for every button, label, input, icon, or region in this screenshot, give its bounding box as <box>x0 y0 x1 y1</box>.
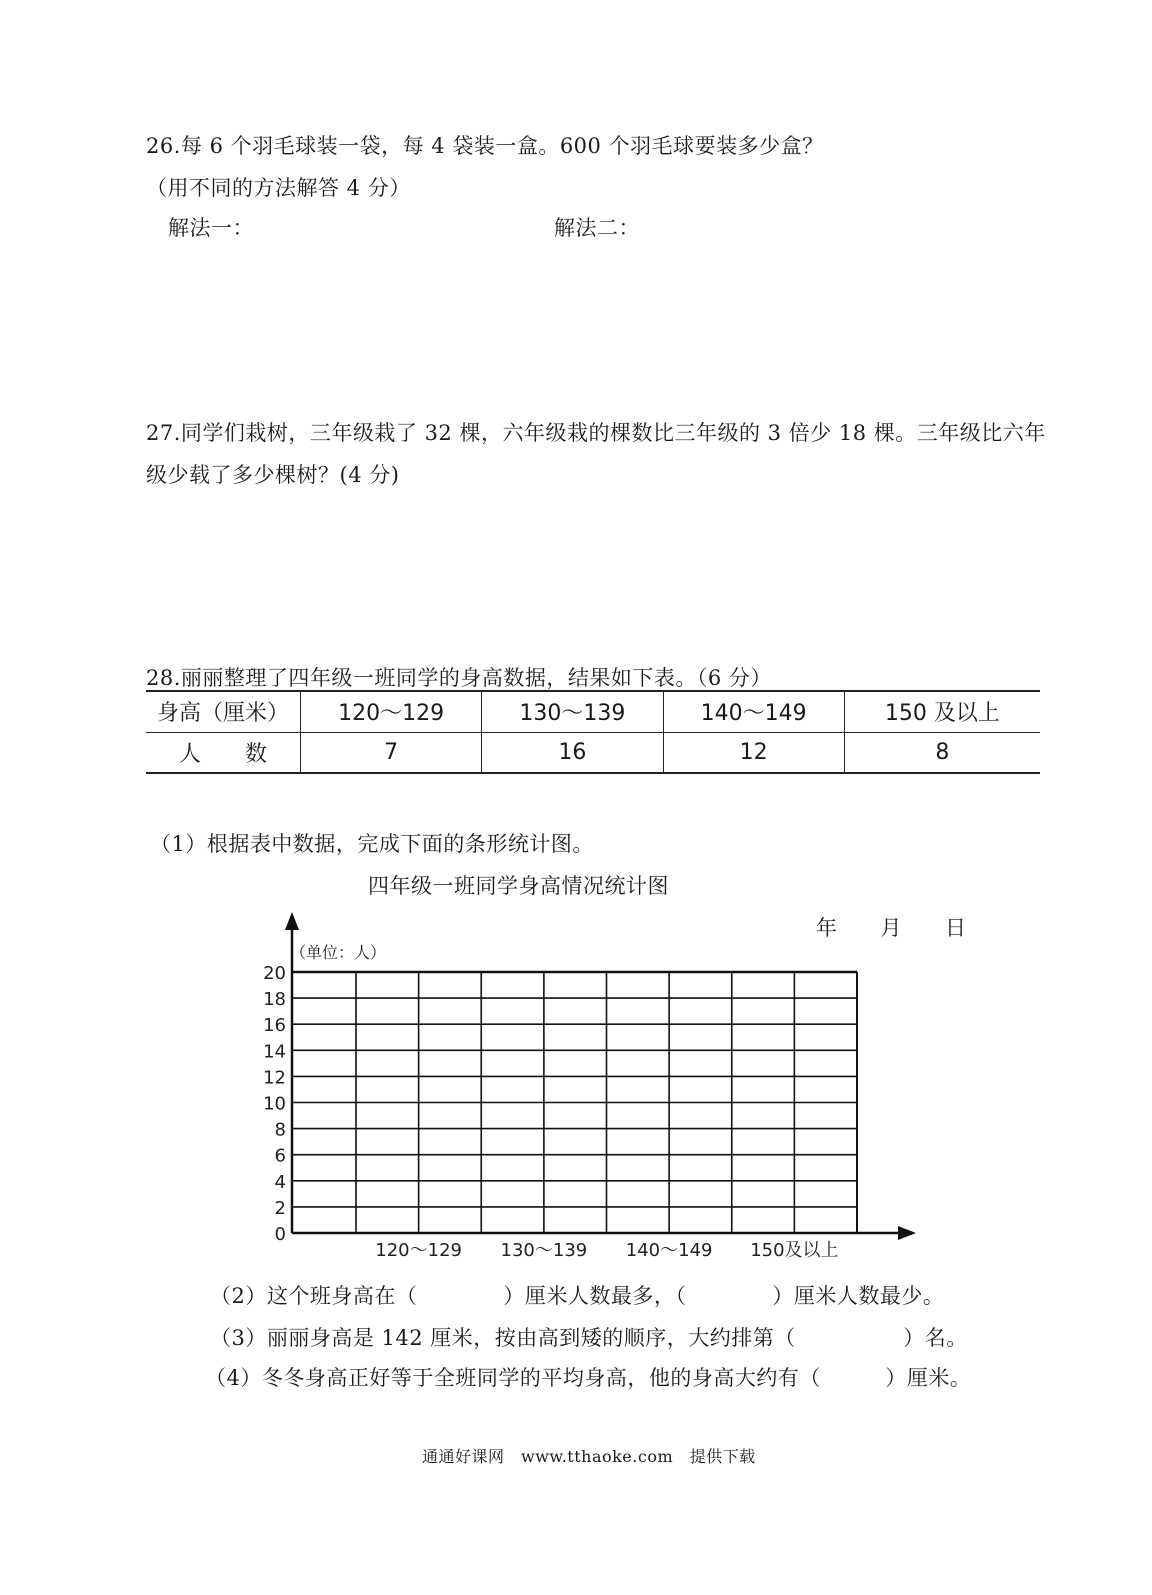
chart-grid <box>292 972 857 1233</box>
table-cell: 12 <box>663 732 844 773</box>
y-axis-unit-label: （单位：人） <box>290 943 387 962</box>
q26-method2-label: 解法二： <box>554 216 640 240</box>
x-tick-label: 120～129 <box>375 1240 462 1261</box>
y-tick-label: 10 <box>263 1093 286 1115</box>
chart-date-label: 年 月 日 <box>816 916 967 940</box>
y-tick-label: 18 <box>263 989 286 1011</box>
y-tick-label: 12 <box>263 1067 286 1089</box>
table-header-cell: 130～139 <box>482 691 663 732</box>
x-tick-label: 150及以上 <box>750 1240 839 1261</box>
x-tick-labels <box>375 1240 838 1261</box>
y-tick-label: 4 <box>274 1171 286 1193</box>
q28-text: 28.丽丽整理了四年级一班同学的身高数据，结果如下表。（6 分） <box>146 666 772 690</box>
q26-method1-label: 解法一： <box>168 216 254 240</box>
table-cell: 7 <box>301 732 482 773</box>
x-tick-label: 130～139 <box>500 1240 588 1261</box>
q26-text: 26.每 6 个羽毛球装一袋，每 4 袋装一盒。600 个羽毛球要装多少盒？ <box>146 134 824 158</box>
footer-credit: 通通好课网 www.tthaoke.com 提供下载 <box>422 1447 756 1466</box>
chart-title: 四年级一班同学身高情况统计图 <box>368 874 669 898</box>
y-axis-arrow-icon <box>285 912 299 930</box>
table-cell: 人 数 <box>146 732 301 773</box>
y-tick-label: 0 <box>274 1224 286 1245</box>
q27-line2: 级少载了多少棵树？(4 分) <box>146 463 400 487</box>
q28-sub3: （3）丽丽身高是 142 厘米，按由高到矮的顺序，大约排第（ ）名。 <box>210 1326 968 1350</box>
y-tick-label: 20 <box>263 963 286 984</box>
x-axis-arrow-icon <box>898 1226 916 1240</box>
table-header-cell: 120～129 <box>301 691 482 732</box>
y-tick-labels <box>263 963 286 1245</box>
table-header-cell: 150 及以上 <box>844 691 1040 732</box>
q28-sub1: （1）根据表中数据，完成下面的条形统计图。 <box>150 832 594 856</box>
y-tick-label: 8 <box>274 1119 286 1141</box>
y-tick-label: 6 <box>274 1145 286 1167</box>
table-cell: 8 <box>844 732 1040 773</box>
q28-sub2: （2）这个班身高在（ ）厘米人数最多，（ ）厘米人数最少。 <box>210 1284 945 1308</box>
q27-line1: 27.同学们栽树，三年级栽了 32 棵，六年级栽的棵数比三年级的 3 倍少 18 棵。三年级比六年 <box>146 421 1046 445</box>
table-header-cell: 140～149 <box>663 691 844 732</box>
y-tick-label: 2 <box>274 1197 286 1219</box>
table-header-cell: 身高（厘米） <box>146 691 301 732</box>
y-tick-label: 14 <box>263 1041 286 1063</box>
x-tick-label: 140～149 <box>625 1240 713 1261</box>
table-cell: 16 <box>482 732 663 773</box>
y-tick-label: 16 <box>263 1015 286 1037</box>
q26-note: （用不同的方法解答 4 分） <box>146 176 411 200</box>
q28-sub4: （4）冬冬身高正好等于全班同学的平均身高，他的身高大约有（ ）厘米。 <box>205 1366 972 1390</box>
